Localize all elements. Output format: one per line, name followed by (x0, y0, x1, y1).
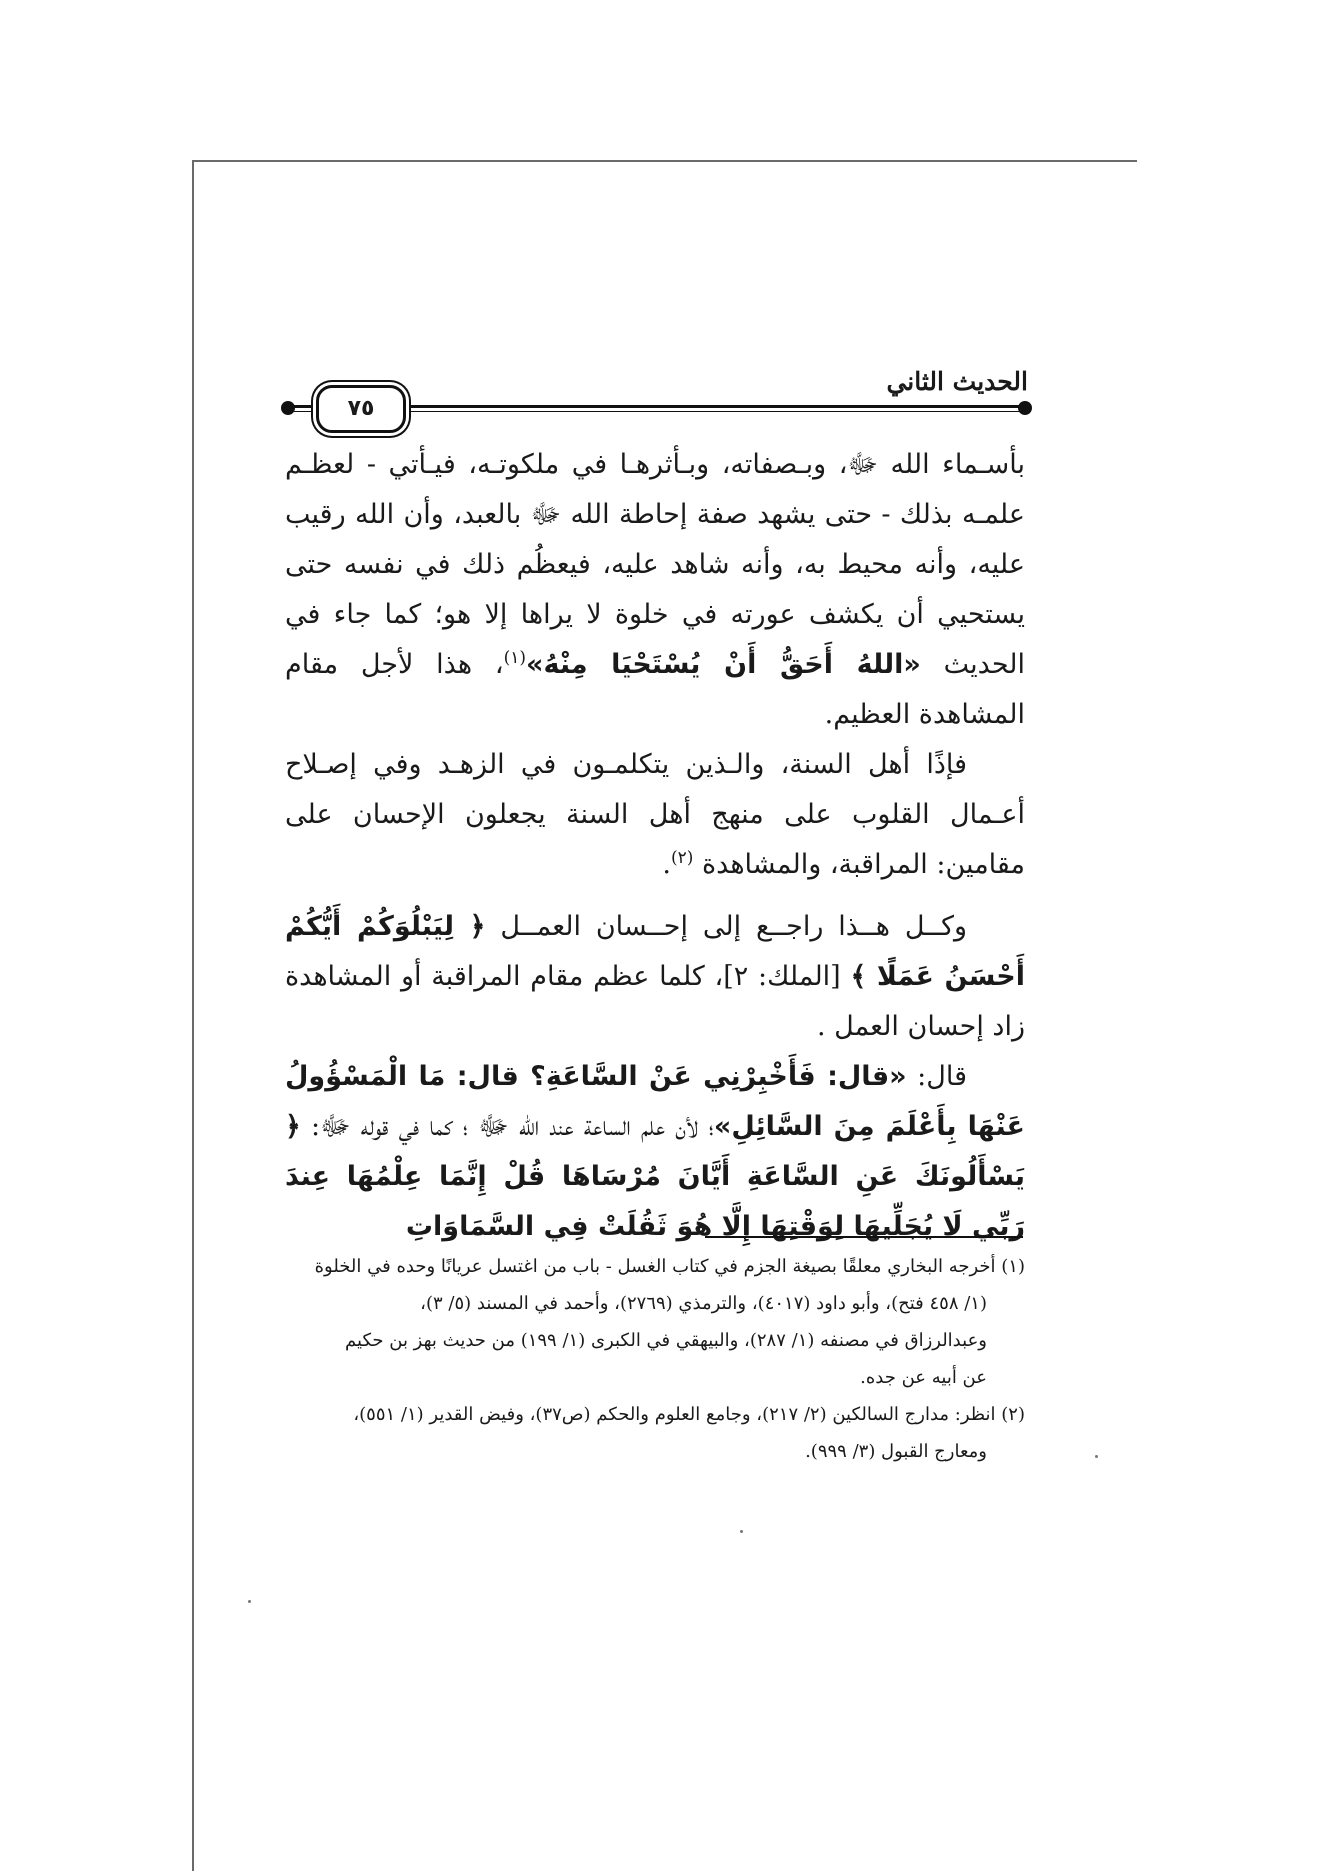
scan-speck (248, 1600, 251, 1603)
paragraph-3-text: وكــل هــذا راجــع إلى إحــسان العمــل (500, 911, 967, 942)
hadith-quote-hour: «قال: فَأَخْبِرْنِي عَنْ السَّاعَةِ؟ قال: مَا الْمَسْؤُولُ عَنْهَا بِأَعْلَمَ مِنَ السَّائِلِ» (285, 1061, 1025, 1142)
scan-speck (740, 1530, 743, 1533)
rule-ornament-left (281, 401, 295, 415)
paragraph-2-end: . (662, 849, 671, 880)
paragraph-2-text: فإذًا أهل السنة، والـذين يتكلمـون في الزهـد وفي إصـلاح أعـمال القلوب على منهج أهل السنة يجعلون الإحسان على مقامين: المراقبة، والمشاهدة (285, 749, 1025, 880)
paragraph-4 (285, 1052, 1025, 1252)
hadith-quote: «اللهُ أَحَقُّ أَنْ يُسْتَحْيَا مِنْهُ» (526, 649, 921, 680)
footnote-separator (705, 1236, 1023, 1238)
footnote-ref-1[interactable]: (١) (503, 648, 527, 668)
footnote-ref-2[interactable]: (٢) (670, 848, 694, 868)
footnote-2-line-2: ومعارج القبول (٣/ ٩٩٩). (805, 1441, 987, 1462)
page-number: ٧٥ (316, 385, 406, 433)
scan-border-left (192, 160, 194, 1871)
rule-ornament-right (1018, 401, 1032, 415)
quran-verse-mulk: ﴿ لِيَبْلُوَكُمْ أَيُّكُمْ أَحْسَنُ عَمَلًا ﴾ (285, 911, 1025, 992)
footnote-1-line-4: عن أبيه عن جده. (860, 1367, 987, 1388)
paragraph-1-end: ، هذا لأجل مقام المشاهدة العظيم. (285, 649, 1025, 730)
page-header (272, 365, 1032, 435)
paragraph-1-text: بأسـماء الله ﷻ، وبـصفاته، وبـأثرهـا في ملكوتـه، فيـأتي - لعظـم علمـه بذلك - حتى يشهد صفة إحاطة الله ﷻ بالعبد، وأن الله رقيب عليه، وأنه محيط به، وأنه شاهد عليه، فيعظُم ذلك في نفسه حتى يستحيي أن يكشف عورته في خلوة لا يراها إلا هو؛ كما جاء في الحديث (285, 449, 1025, 680)
paragraph-4-middle: ؛ لأن علم الساعة عند الله ﷻ ؛ كما في قوله ﷻ: (300, 1111, 714, 1142)
paragraph-2 (285, 740, 1025, 890)
footnote-1-line-3: وعبدالرزاق في مصنفه (١/ ٢٨٧)، والبيهقي في الكبرى (١/ ١٩٩) من حديث بهز بن حكيم (345, 1330, 987, 1351)
footnote-1-line-2: (١/ ٤٥٨ فتح)، وأبو داود (٤٠١٧)، والترمذي (٢٧٦٩)، وأحمد في المسند (٥/ ٣)، (420, 1293, 987, 1314)
scan-border-top (192, 160, 1137, 162)
paragraph-3 (285, 902, 1025, 1052)
paragraph-3-end: [الملك: ٢]، كلما عظم مقام المراقبة أو المشاهدة زاد إحسان العمل . (285, 961, 1025, 1042)
paragraph-4-intro: قال: (906, 1061, 967, 1092)
footnotes (290, 1248, 1025, 1470)
main-text (285, 440, 1025, 1252)
footnote-2-line-1: (٢) انظر: مدارج السالكين (٢/ ٢١٧)، وجامع العلوم والحكم (ص٣٧)، وفيض القدير (١/ ٥٥١)، (353, 1404, 1025, 1425)
footnote-1-line-1: (١) أخرجه البخاري معلقًا بصيغة الجزم في كتاب الغسل - باب من اغتسل عريانًا وحده في الخلوة (314, 1256, 1025, 1277)
scan-speck (1095, 1455, 1098, 1458)
quran-verse-araf: ﴿ يَسْأَلُونَكَ عَنِ السَّاعَةِ أَيَّانَ مُرْسَاهَا قُلْ إِنَّمَا عِلْمُهَا عِندَ رَبِّي لَا يُجَلِّيهَا لِوَقْتِهَا إِلَّا هُوَ ثَقُلَتْ فِي السَّمَاوَاتِ (285, 1111, 1025, 1242)
running-title: الحديث الثاني (886, 367, 1028, 396)
paragraph-1 (285, 440, 1025, 740)
